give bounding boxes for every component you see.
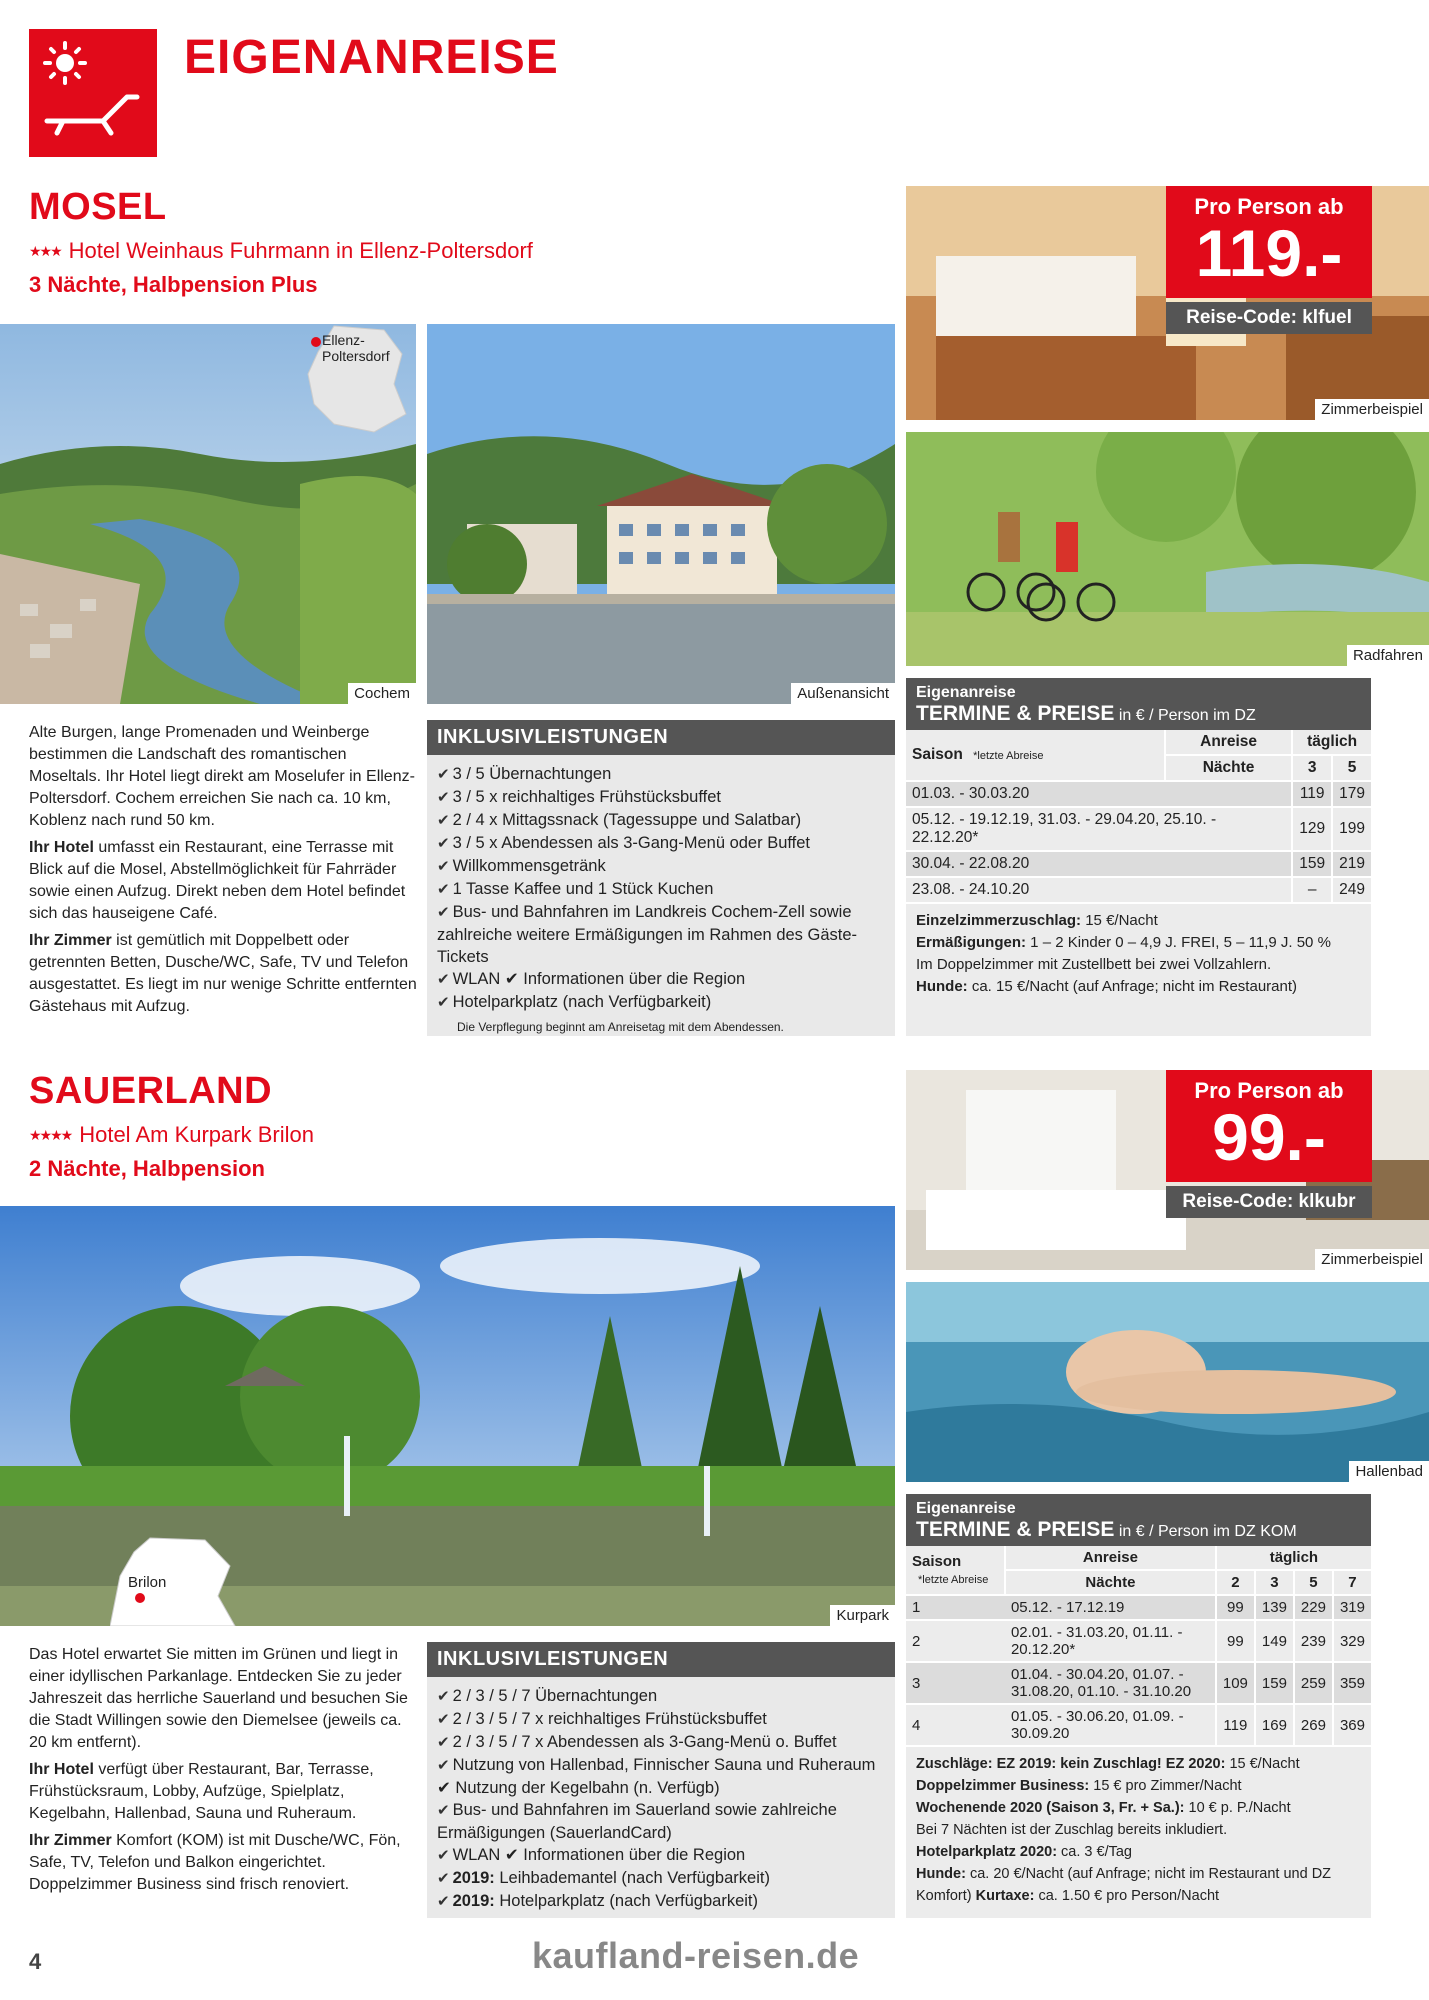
desc-paragraph: Alte Burgen, lange Promenaden und Weinberge bestimmen die Landschaft des romantischen Moseltals. Ihr Hotel liegt direkt am Moselufer in Ellenz-Poltersdorf. Cochem erreichen Sie nach ca. 10 km, Koblenz nach rund 50 km.: [29, 724, 415, 829]
desc-paragraph: Ihr Hotel verfügt über Restaurant, Bar, Terrasse, Frühstücksraum, Lobby, Aufzüge, Spielplatz, Kegelbahn, Hallenbad, Sauna und Ruheraum.: [29, 1761, 374, 1822]
list-item: ✔ 2 / 3 / 5 / 7 x reichhaltiges Frühstücksbuffet: [437, 1710, 767, 1728]
list-item: ✔ 2019: Leihbademantel (nach Verfügbarkeit): [437, 1869, 770, 1887]
desc-paragraph: Ihr Zimmer Komfort (KOM) ist mit Dusche/WC, Fön, Safe, TV, Telefon und Balkon eingerichtet. Doppelzimmer Business sind frisch renoviert.: [29, 1832, 401, 1893]
col-header: 5: [1332, 755, 1371, 781]
photo-caption: Zimmerbeispiel: [1315, 1249, 1429, 1270]
sauerland-hotel-name: Hotel Am Kurpark Brilon: [79, 1122, 314, 1147]
desc-paragraph: Ihr Hotel umfasst ein Restaurant, eine Terrasse mit Blick auf die Mosel, Abstellmöglichkeit für Fahrräder sowie einen Aufzug. Direkt neben dem Hotel befindet sich das hauseigene Café.: [29, 839, 406, 922]
photo-caption: Cochem: [348, 683, 416, 704]
photo-cycling: [906, 432, 1429, 666]
list-item: ✔ 2019: Hotelparkplatz (nach Verfügbarkeit): [437, 1892, 758, 1910]
check-icon: ✔: [437, 1870, 450, 1887]
map-label: Brilon: [128, 1574, 167, 1591]
table-row: 30.04. - 22.08.20 159 219: [906, 851, 1371, 877]
check-icon: ✔: [437, 812, 450, 829]
germany-map: [294, 324, 414, 434]
col-header: 2: [1216, 1570, 1255, 1595]
check-icon: ✔: [437, 766, 450, 783]
photo-pool: [906, 1282, 1429, 1482]
check-icon: ✔: [437, 971, 450, 988]
check-icon: ✔: [437, 1802, 450, 1819]
check-icon: ✔: [437, 858, 450, 875]
price-notes: Einzelzimmerzuschlag: 15 €/Nacht Ermäßigungen: 1 – 2 Kinder 0 – 4,9 J. FREI, 5 – 11,9 J. 50 % Im Doppelzimmer mit Zustellbett bei zwei Vollzahlern. Hunde: ca. 15 €/Nacht (auf Anfrage; nicht im Restaurant): [916, 912, 1331, 995]
check-icon: ✔: [437, 789, 450, 806]
germany-map: [110, 1536, 240, 1626]
mosel-inclusive-box: [427, 720, 895, 1036]
price-label: Pro Person ab: [1194, 1078, 1344, 1103]
inclusive-heading: INKLUSIVLEISTUNGEN: [427, 1642, 895, 1677]
photo-exterior: [427, 324, 895, 704]
list-item: ✔ Bus- und Bahnfahren im Landkreis Cochem-Zell sowie zahlreiche weitere Ermäßigungen im Rahmen des Gäste-Tickets: [437, 903, 858, 966]
col-header: 7: [1333, 1570, 1371, 1595]
check-icon: ✔: [437, 904, 450, 921]
photo-caption: Hallenbad: [1349, 1461, 1429, 1482]
inclusive-list: [427, 1677, 895, 1919]
stars-icon: ★★★: [29, 242, 61, 259]
photo-cochem: [0, 324, 416, 704]
sauerland-title: SAUERLAND: [29, 1070, 273, 1112]
check-icon: ✔: [437, 835, 450, 852]
inclusive-list: [427, 755, 895, 1020]
naechte-header: Nächte: [1165, 755, 1292, 781]
check-icon: ✔: [437, 1757, 450, 1774]
sauerland-travel-code: Reise-Code: klkubr: [1166, 1186, 1372, 1218]
table-row: 3 01.04. - 30.04.20, 01.07. - 31.08.20, 01.10. - 31.10.20 109 159 259 359: [906, 1662, 1371, 1704]
inclusive-heading: INKLUSIVLEISTUNGEN: [427, 720, 895, 755]
mosel-hotel-name: Hotel Weinhaus Fuhrmann in Ellenz-Poltersdorf: [68, 238, 533, 263]
taeglich-header: täglich: [1216, 1546, 1371, 1570]
list-item: ✔ Willkommensgetränk: [437, 857, 606, 875]
check-icon: ✔: [437, 1847, 450, 1864]
sauerland-nights: 2 Nächte, Halbpension: [29, 1156, 265, 1181]
table-row: 2 02.01. - 31.03.20, 01.11. - 20.12.20* 99 149 239 329: [906, 1620, 1371, 1662]
mosel-description: [29, 722, 417, 1023]
anreise-header: Anreise: [1005, 1546, 1216, 1570]
logo: [29, 29, 157, 157]
anreise-header: Anreise: [1165, 730, 1292, 755]
sauerland-price-table: [906, 1494, 1371, 1918]
saison-header: Saison *letzte Abreise: [906, 730, 1165, 781]
website-link[interactable]: kaufland-reisen.de: [532, 1935, 860, 1976]
saison-header: Saison *letzte Abreise: [906, 1546, 1005, 1595]
price-notes: Zuschläge: EZ 2019: kein Zuschlag! EZ 2020: 15 €/Nacht Doppelzimmer Business: 15 € pro Zimmer/Nacht Wochenende 2020 (Saison 3, Fr. + Sa.): 10 € p. P./Nacht Bei 7 Nächten ist der Zuschlag bereits inkludiert. Hotelparkplatz 2020: ca. 3 €/Tag Hunde: ca. 20 €/Nacht (auf Anfrage; nicht im Restaurant und DZ Komfort) Kurtaxe: ca. 1.50 € pro Person/Nacht: [916, 1756, 1332, 1904]
map-label-1: Ellenz-: [322, 332, 365, 348]
list-item: ✔ 2 / 3 / 5 / 7 x Abendessen als 3-Gang-Menü o. Buffet: [437, 1733, 837, 1751]
table-row: 23.08. - 24.10.20 – 249: [906, 877, 1371, 903]
check-icon: ✔: [437, 1734, 450, 1751]
table-row: 1 05.12. - 17.12.19 99 139 229 319: [906, 1595, 1371, 1620]
list-item: ✔ 2 / 3 / 5 / 7 Übernachtungen: [437, 1687, 658, 1705]
photo-caption: Kurpark: [830, 1605, 895, 1626]
price-table-header: Eigenanreise TERMINE & PREISE in € / Person im DZ KOM: [906, 1494, 1371, 1546]
list-item: ✔ 2 / 4 x Mittagssnack (Tagessuppe und Salatbar): [437, 811, 802, 829]
inclusive-note: Die Verpflegung beginnt am Anreisetag mit dem Abendessen.: [457, 1020, 784, 1034]
check-icon: ✔: [437, 994, 450, 1011]
sauerland-hotel-line: [29, 1122, 314, 1148]
photo-caption: Außenansicht: [791, 683, 895, 704]
list-item: ✔ Nutzung von Hallenbad, Finnischer Sauna und Ruheraum ✔ Nutzung der Kegelbahn (n. Verfügb): [437, 1756, 876, 1797]
mosel-price-box: [1166, 186, 1372, 298]
list-item: ✔ 3 / 5 x Abendessen als 3-Gang-Menü oder Buffet: [437, 834, 811, 852]
price-value: 99.-: [1212, 1100, 1326, 1174]
list-item: ✔ 3 / 5 Übernachtungen: [437, 765, 612, 783]
mosel-price-table: [906, 678, 1371, 1036]
check-icon: ✔: [437, 1711, 450, 1728]
photo-caption: Radfahren: [1347, 645, 1429, 666]
sauerland-inclusive-box: [427, 1642, 895, 1918]
list-item: ✔ 1 Tasse Kaffee und 1 Stück Kuchen: [437, 880, 714, 898]
taeglich-header: täglich: [1292, 730, 1371, 755]
check-icon: ✔: [437, 881, 450, 898]
desc-paragraph: Ihr Zimmer ist gemütlich mit Doppelbett oder getrennten Betten, Dusche/WC, Safe, TV und Telefon ausgestattet. Es liegt im nur wenige Schritte entfernten Gästehaus mit Aufzug.: [29, 932, 417, 1015]
list-item: ✔ WLAN ✔ Informationen über die Region: [437, 970, 746, 988]
col-header: 5: [1294, 1570, 1333, 1595]
mosel-nights: 3 Nächte, Halbpension Plus: [29, 272, 318, 297]
price-value: 119.-: [1195, 216, 1343, 290]
table-row: 05.12. - 19.12.19, 31.03. - 29.04.20, 25.10. - 22.12.20* 129 199: [906, 807, 1371, 851]
naechte-header: Nächte: [1005, 1570, 1216, 1595]
page-title: EIGENANREISE: [184, 31, 559, 84]
sun-lounger-icon: [29, 29, 157, 157]
list-item: ✔ Bus- und Bahnfahren im Sauerland sowie zahlreiche Ermäßigungen (SauerlandCard): [437, 1801, 837, 1842]
sauerland-price-box: [1166, 1070, 1372, 1182]
mosel-title: MOSEL: [29, 186, 167, 228]
mosel-travel-code: Reise-Code: klfuel: [1166, 302, 1372, 334]
stars-icon: ★★★★: [29, 1126, 72, 1143]
table-row: 01.03. - 30.03.20 119 179: [906, 781, 1371, 807]
table-row: 4 01.05. - 30.06.20, 01.09. - 30.09.20 119 169 269 369: [906, 1704, 1371, 1746]
mosel-hotel-line: [29, 238, 533, 264]
check-icon: ✔: [437, 1893, 450, 1910]
check-icon: ✔: [437, 1688, 450, 1705]
list-item: ✔ Hotelparkplatz (nach Verfügbarkeit): [437, 993, 712, 1011]
price-label: Pro Person ab: [1194, 194, 1344, 219]
desc-paragraph: Das Hotel erwartet Sie mitten im Grünen und liegt in einer idyllischen Parkanlage. Entdecken Sie zu jeder Jahreszeit das herrliche Sauerland und besuchen Sie die Stadt Willingen sowie den Diemelsee (jeweils ca. 20 km entfernt).: [29, 1646, 408, 1751]
col-header: 3: [1255, 1570, 1294, 1595]
photo-caption: Zimmerbeispiel: [1315, 399, 1429, 420]
price-table-header: Eigenanreise TERMINE & PREISE in € / Person im DZ: [906, 678, 1371, 730]
list-item: ✔ 3 / 5 x reichhaltiges Frühstücksbuffet: [437, 788, 721, 806]
sauerland-description: [29, 1644, 417, 1901]
page-number: 4: [29, 1949, 42, 1974]
map-label-2: Poltersdorf: [322, 348, 390, 364]
col-header: 3: [1292, 755, 1332, 781]
photo-kurpark: [0, 1206, 895, 1626]
price-table: [906, 1546, 1371, 1747]
price-table: [906, 730, 1371, 904]
list-item: ✔ WLAN ✔ Informationen über die Region: [437, 1846, 746, 1864]
